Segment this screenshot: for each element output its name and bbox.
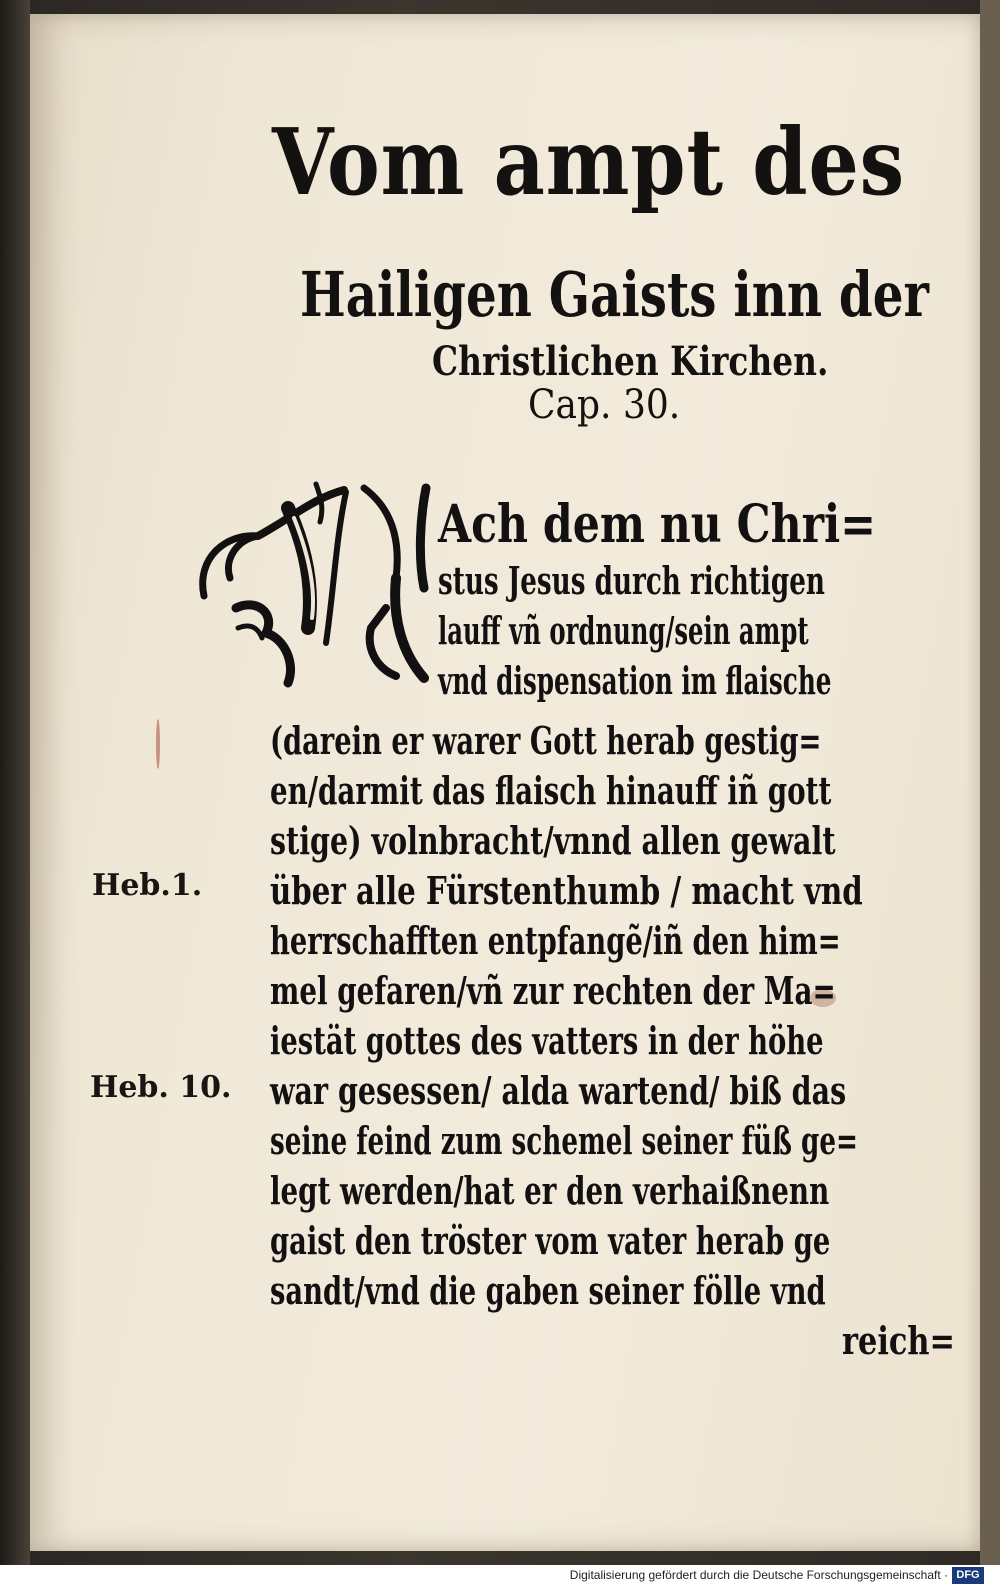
funding-notice: Digitalisierung gefördert durch die Deutsche Forschungsgemeinschaft · [569, 1568, 948, 1582]
heading-line-2: Hailigen Gaists inn der [300, 258, 929, 331]
heading-line-1: Vom ampt des [272, 108, 906, 216]
body-line: Ach dem nu Chri= [438, 494, 876, 555]
body-line: stige) volnbracht/vnnd allen gewalt [270, 818, 836, 863]
body-line: lauff vñ ordnung/sein ampt [438, 608, 809, 653]
body-line: mel gefaren/vñ zur rechten der Ma= [270, 968, 836, 1013]
margin-reference: Heb.1. [92, 868, 203, 903]
book-spine-edge [0, 0, 30, 1565]
catchword: reich= [842, 1318, 955, 1363]
body-line: über alle Fürstenthumb / macht vnd [270, 868, 863, 913]
heading-line-3: Christlichen Kirchen. [432, 338, 829, 385]
body-line: (darein er warer Gott herab gestig= [270, 718, 822, 763]
body-line: war gesessen/ alda wartend/ biß das [270, 1068, 847, 1113]
dfg-logo: DFG [952, 1567, 984, 1584]
margin-reference: Heb. 10. [90, 1070, 232, 1105]
body-line: sandt/vnd die gaben seiner fölle vnd [270, 1268, 826, 1313]
decorated-initial-letter [196, 478, 436, 693]
body-line: stus Jesus durch richtigen [438, 558, 825, 603]
page-edge-right [980, 0, 1000, 1565]
body-line: legt werden/hat er den verhaißnenn [270, 1168, 830, 1213]
body-line: iestät gottes des vatters in der höhe [270, 1018, 824, 1063]
chapter-number: Cap. 30. [528, 382, 681, 428]
body-line: en/darmit das flaisch hinauff iñ gott [270, 768, 832, 813]
body-line: seine feind zum schemel seiner füß ge= [270, 1118, 859, 1163]
body-line: gaist den tröster vom vater herab ge [270, 1218, 831, 1263]
body-line: herrschafften entpfangẽ/iñ den him= [270, 918, 841, 963]
footer-bar [0, 1565, 1000, 1588]
ink-stain [156, 719, 160, 769]
body-line: vnd dispensation im flaische [438, 658, 832, 703]
initial-letter-text [216, 448, 445, 698]
